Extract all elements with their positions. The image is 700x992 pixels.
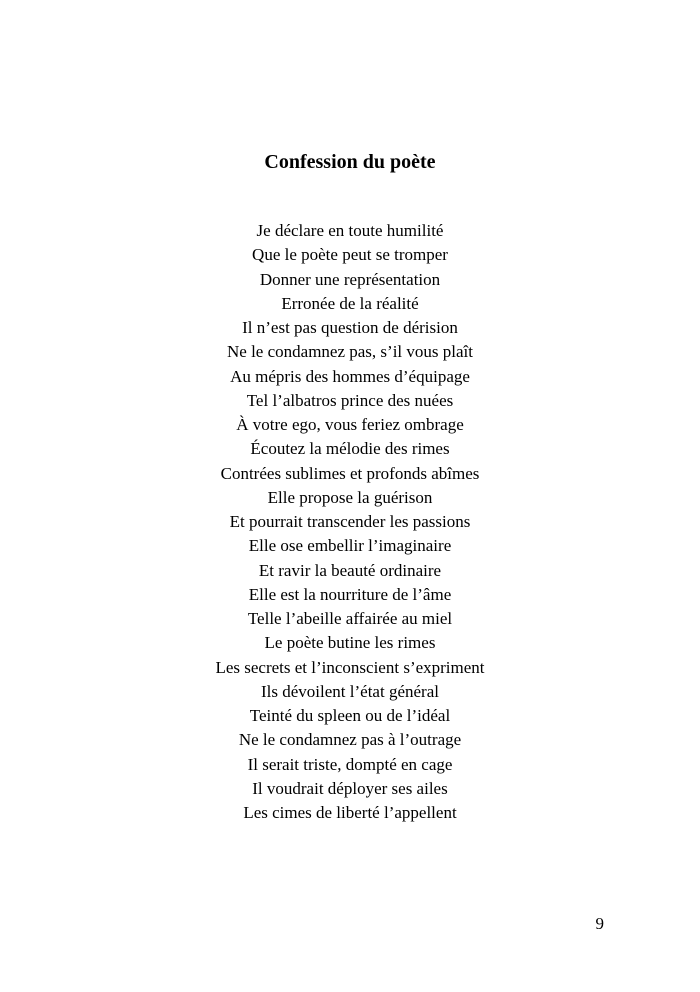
poem-line: Les secrets et l’inconscient s’expriment — [215, 657, 485, 677]
poem-line: Je déclare en toute humilité — [256, 221, 444, 240]
poem-line: Ils dévoilent l’état général — [261, 681, 439, 701]
poem-line: Contrées sublimes et profonds abîmes — [220, 463, 480, 483]
poem-line: Ne le condamnez pas à l’outrage — [238, 730, 462, 750]
poem-line: Que le poète peut se tromper — [252, 245, 448, 265]
poem-stanza — [0, 219, 700, 825]
poem-line: Il serait triste, dompté en cage — [247, 754, 453, 774]
poem-line: Il n’est pas question de dérision — [242, 318, 458, 337]
poem-line: Elle est la nourriture de l’âme — [248, 584, 452, 604]
poem-line: Et ravir la beauté ordinaire — [258, 560, 442, 580]
poem-line: Les cimes de liberté l’appellent — [243, 803, 457, 822]
page-number: 9 — [595, 914, 604, 933]
poem-line: Au mépris des hommes d’équipage — [230, 366, 470, 386]
poem-line: Et pourrait transcender les passions — [229, 512, 471, 531]
poem-line: Teinté du spleen ou de l’idéal — [249, 706, 451, 725]
poem-line: Il voudrait déployer ses ailes — [252, 778, 448, 798]
poem-line: Elle propose la guérison — [267, 487, 433, 507]
poem-line: Elle ose embellir l’imaginaire — [248, 536, 452, 556]
poem-line: Le poète butine les rimes — [264, 633, 436, 653]
poem-title: Confession du poète — [264, 151, 436, 173]
poem-line: Telle l’abeille affairée au miel — [247, 609, 453, 628]
poem-line: Donner une représentation — [259, 269, 441, 289]
poem-line: À votre ego, vous feriez ombrage — [236, 415, 464, 434]
poem-line: Erronée de la réalité — [281, 293, 419, 313]
poem-line: Écoutez la mélodie des rimes — [250, 439, 450, 459]
poem-line: Tel l’albatros prince des nuées — [246, 390, 454, 410]
poem-line: Ne le condamnez pas, s’il vous plaît — [227, 342, 473, 362]
